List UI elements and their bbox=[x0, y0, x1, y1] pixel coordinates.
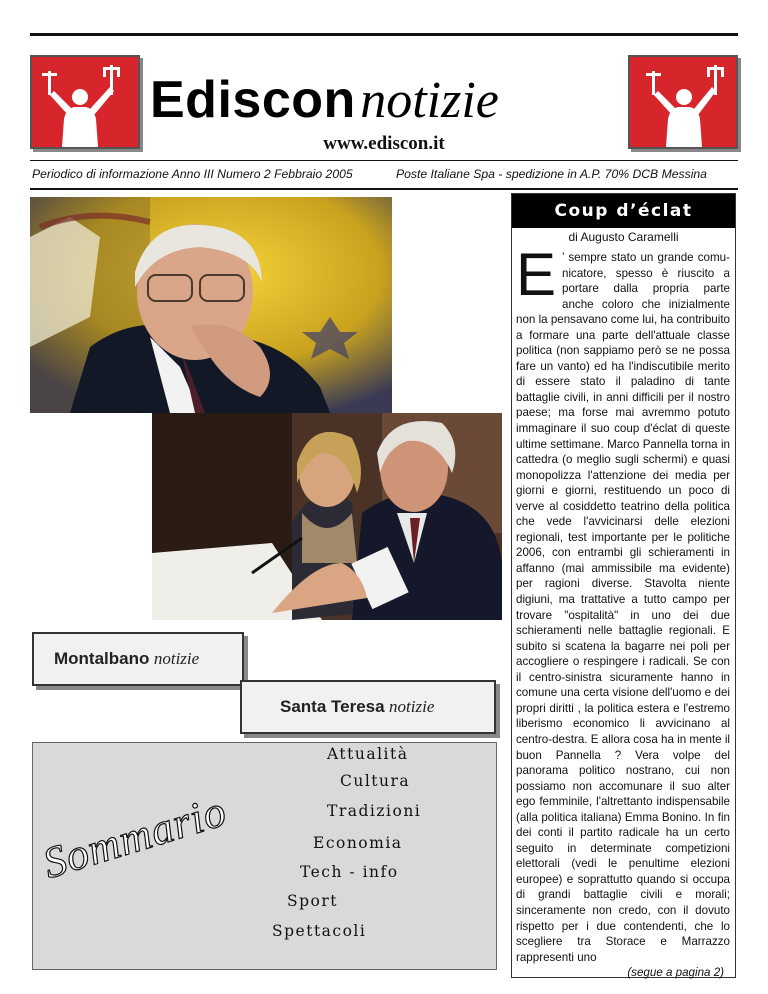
photo-pannella-portrait bbox=[30, 197, 392, 413]
tab-montalbano-bold: Montalbano bbox=[54, 649, 150, 668]
tab-montalbano-notizie[interactable] bbox=[32, 632, 244, 686]
info-bottom-rule bbox=[30, 188, 738, 190]
section-tech-info[interactable]: Tech - info bbox=[300, 863, 399, 881]
info-top-rule bbox=[30, 160, 738, 161]
section-spettacoli[interactable]: Spettacoli bbox=[272, 922, 367, 940]
info-right: Poste Italiane Spa - spedizione in A.P. 70% DCB Messina bbox=[396, 167, 707, 181]
section-tradizioni[interactable]: Tradizioni bbox=[327, 802, 422, 820]
masthead bbox=[150, 70, 630, 130]
masthead-brand: Ediscon bbox=[150, 71, 356, 129]
section-cultura[interactable]: Cultura bbox=[340, 772, 411, 790]
article-dropcap: E bbox=[516, 241, 557, 308]
article-continued[interactable]: (segue a pagina 2) bbox=[627, 966, 724, 980]
photo-press-conference bbox=[152, 413, 502, 620]
section-attualita[interactable]: Attualità bbox=[327, 745, 409, 763]
tab-santa-teresa-italic: notizie bbox=[389, 697, 435, 716]
tab-santa-teresa-bold: Santa Teresa bbox=[280, 697, 385, 716]
section-sport[interactable]: Sport bbox=[287, 892, 339, 910]
article-body bbox=[516, 241, 730, 981]
article-title: Coup d’éclat bbox=[512, 194, 735, 228]
tab-santa-teresa-notizie[interactable] bbox=[240, 680, 496, 734]
article-coup-declat bbox=[511, 193, 736, 978]
tab-montalbano-italic: notizie bbox=[153, 649, 200, 668]
article-byline: di Augusto Caramelli bbox=[568, 230, 679, 244]
article-text: ’ sempre stato un grande comunicatore, spesso è riuscito a portare dalla propria parte anche coloro che inizialmente non la pensavano come lui, ha contribuito a formare una parte dell'attuale classe politica (non sappiamo però se ne possa fare un vanto) ed ha l'indiscutibile merito di essere stato il paladino di tante battaglie civili, in anni difficili per il nostro paese; ma forse mai avremmo potuto immaginare il suo coup d'éclat di queste ultime settimane. Marco Pannella torna in cattedra (o meglio sugli schermi) e quasi monopolizza l'attenzione dei media per giorni e giorni, restituendo un poco di verve al cosiddetto teatrino della politica che vede l'avvicinarsi delle elezioni regionali, test importante per le politiche 2006, con entrambi gli schieramenti in affanno (mai ammissibile ma evidente) per ragioni diverse. Stavolta niente digiuni, ma trattative a tutto campo per trovare "ospitalità" in uno dei due schieramenti nelle battaglie regionali. E subito si scatena la bagarre nei poli per accogliere o respingere i radicali. Se con il centro-sinistra sicuramente hanno in comune una certa visione dell'uomo e dei propri diritti , la politica estera e l'estremo liberismo economico li avvicinano al centro-destra. E allora cosa ha in mente il buon Pannella ? Vera volpe del panorama politico nostrano, cui non possiamo non accomunare il suo alter ego femminile, l'altrettanto indispensabile (alla politica italiana) Emma Bonino. In fin dei conti il partito radicale ha un certo seguito in determinate competizioni elettorali (vedi le penultime elezioni europee) e soprattutto quando si occupa di grandi battaglie civili e morali; sinceramente non credo, con il dovuto rispetto per i due contendenti, che lo scegliere tra Storace e Marrazzo rappresenti uno bbox=[516, 251, 730, 964]
top-rule bbox=[30, 33, 738, 36]
info-left: Periodico di informazione Anno III Numero 2 Febbraio 2005 bbox=[32, 167, 353, 181]
sommario-title: Sommario bbox=[37, 785, 233, 889]
masthead-subtitle: notizie bbox=[360, 72, 499, 129]
masthead-url[interactable]: www.ediscon.it bbox=[323, 133, 445, 154]
section-economia[interactable]: Economia bbox=[313, 834, 403, 852]
